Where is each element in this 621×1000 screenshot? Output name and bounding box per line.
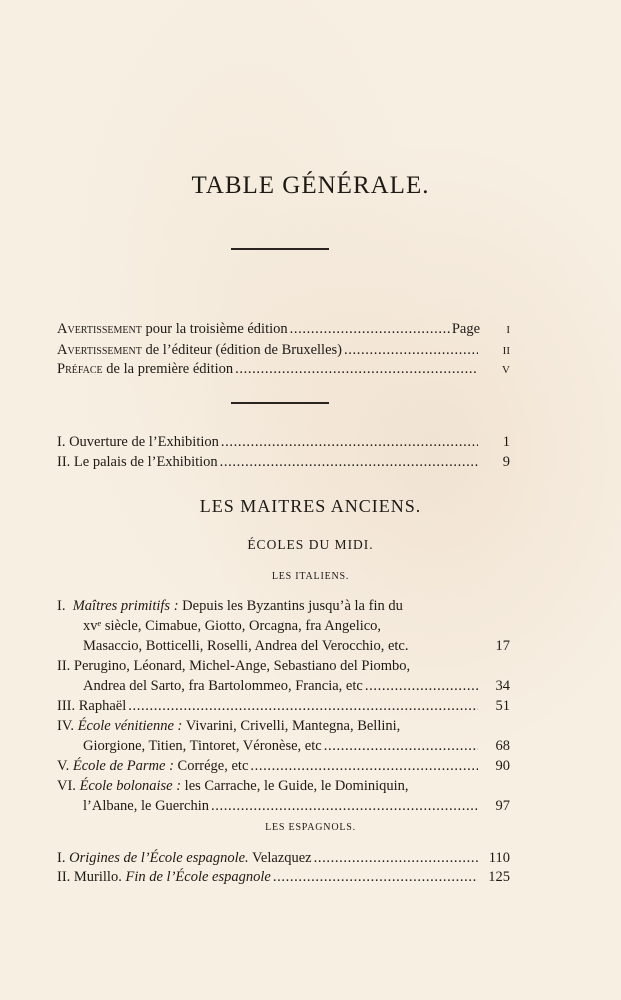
section-rule — [231, 402, 329, 404]
entry-number: V. — [57, 758, 70, 774]
toc-entry-line — [83, 636, 510, 656]
leader-dots — [220, 452, 478, 472]
page-number: 97 — [495, 798, 510, 814]
page-number: V — [502, 364, 510, 376]
page-number: 34 — [495, 678, 510, 694]
entry-text: Andrea del Sarto, fra Bartolommeo, Francia, etc — [83, 678, 363, 694]
entry-lead: Préface — [57, 361, 103, 377]
entry-text: pour la troisième édition — [141, 321, 288, 337]
page-number: 17 — [495, 638, 510, 654]
toc-entry-parme — [57, 756, 510, 776]
entry-text: de l’éditeur (édition de Bruxelles) — [141, 342, 342, 358]
title-rule — [231, 248, 329, 250]
entry-text: I. Ouverture de l’Exhibition — [57, 434, 219, 450]
entry-text: Velazquez — [248, 850, 312, 866]
entry-text: III. Raphaël — [57, 698, 127, 714]
entry-text: l’Albane, le Guerchin — [83, 798, 210, 814]
leader-dots — [290, 319, 450, 339]
entry-lead: Avertissement — [57, 342, 142, 358]
entry-text: les Carrache, le Guide, le Dominiquin, — [181, 778, 409, 794]
toc-entry-line — [57, 776, 409, 796]
toc-entry-palais — [57, 452, 510, 472]
toc-entry-avertissement-3e — [57, 319, 510, 340]
entry-text: Depuis les Byzantins jusqu’à la fin du — [178, 598, 403, 614]
toc-entry-preface — [57, 359, 510, 380]
toc-entry-murillo — [57, 867, 510, 887]
entry-lead: Avertissement — [57, 321, 142, 337]
toc-entry-line — [57, 596, 403, 616]
leader-dots — [128, 696, 478, 716]
page-number: II — [502, 345, 510, 357]
group-heading-italiens: LES ITALIENS. — [271, 571, 350, 582]
leader-dots — [235, 359, 478, 379]
entry-number: II. Murillo. — [57, 869, 122, 885]
page-number: 9 — [502, 454, 510, 470]
leader-dots — [221, 432, 478, 452]
entry-italic: École vénitienne : — [77, 718, 183, 734]
page-number: 90 — [495, 758, 510, 774]
toc-entry-line — [57, 716, 400, 736]
page-number: I — [506, 324, 510, 336]
entry-italic: Maîtres primitifs : — [72, 598, 179, 614]
leader-dots — [344, 340, 478, 360]
entry-italic: Origines de l’École espagnole. — [69, 850, 249, 866]
entry-number: VI. — [57, 778, 76, 794]
leader-dots — [211, 796, 478, 816]
toc-entry-line — [83, 736, 510, 756]
page-number: 68 — [495, 738, 510, 754]
toc-entry-ouverture — [57, 432, 510, 452]
entry-text: de la première édition — [102, 361, 234, 377]
entry-text: Corrége, etc — [173, 758, 249, 774]
leader-dots — [314, 848, 478, 868]
entry-text: Masaccio, Botticelli, Roselli, Andrea del Verocchio, etc. — [83, 638, 409, 654]
section-heading: LES MAITRES ANCIENS. — [199, 496, 422, 516]
toc-entry-line: xvᵉ siècle, Cimabue, Giotto, Orcagna, fra Angelico, — [83, 618, 382, 634]
entry-number: I. — [57, 598, 66, 614]
page-number: 110 — [488, 850, 510, 866]
entry-italic: Fin de l’École espagnole — [125, 869, 271, 885]
leader-dots — [365, 676, 478, 696]
leader-dots — [273, 867, 478, 887]
toc-entry-raphael — [57, 696, 510, 716]
entry-text: Giorgione, Titien, Tintoret, Véronèse, etc — [83, 738, 322, 754]
group-heading-espagnols: LES ESPAGNOLS. — [265, 822, 356, 833]
toc-entry-origines — [57, 848, 510, 868]
toc-entry-line — [83, 796, 510, 816]
page-number: 51 — [495, 698, 510, 714]
entry-number: IV. — [57, 718, 75, 734]
page-number: 125 — [488, 869, 510, 885]
toc-entry-line — [83, 676, 510, 696]
page-label: Page — [451, 321, 480, 337]
toc-entry-line: II. Perugino, Léonard, Michel-Ange, Sebastiano del Piombo, — [57, 658, 411, 674]
page-title: TABLE GÉNÉRALE. — [191, 172, 430, 199]
leader-dots — [250, 756, 478, 776]
entry-italic: École bolonaise : — [79, 778, 182, 794]
entry-text: II. Le palais de l’Exhibition — [57, 454, 218, 470]
entry-number: I. — [57, 850, 66, 866]
toc-entry-avertissement-editeur — [57, 340, 510, 361]
leader-dots — [324, 736, 478, 756]
entry-italic: École de Parme : — [72, 758, 174, 774]
entry-text: Vivarini, Crivelli, Mantegna, Bellini, — [182, 718, 401, 734]
subsection-heading: ÉCOLES DU MIDI. — [247, 537, 374, 552]
page-number: 1 — [502, 434, 510, 450]
